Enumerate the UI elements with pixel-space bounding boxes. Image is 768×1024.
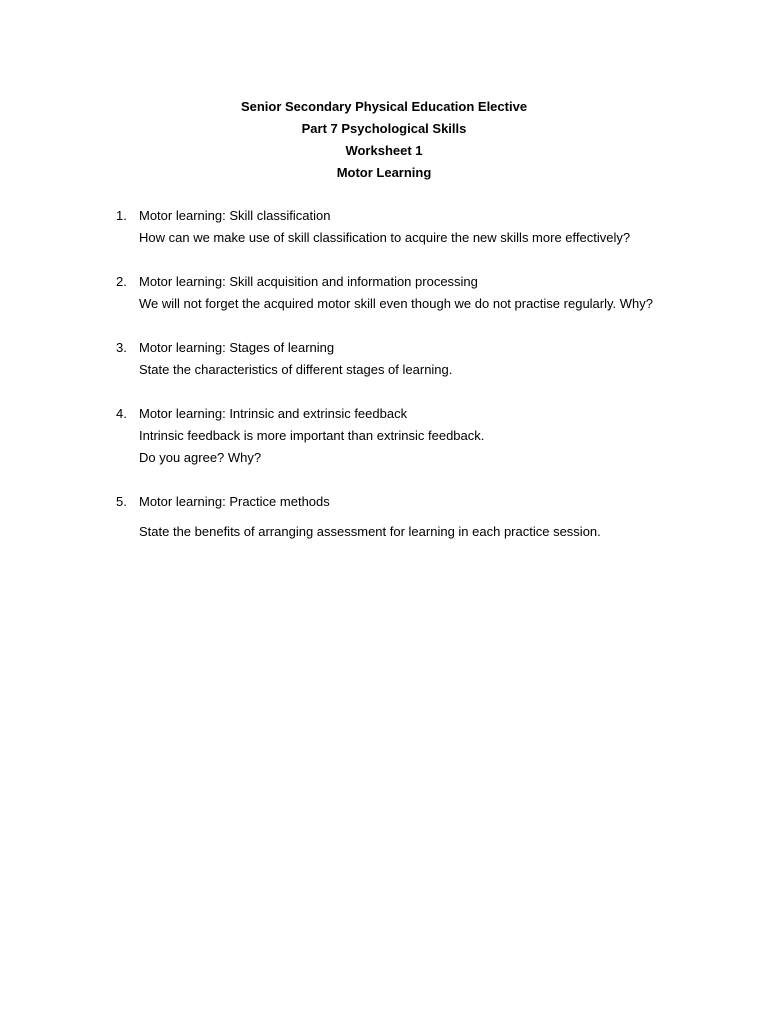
question-text: State the benefits of arranging assessment for learning in each practice session.: [139, 524, 601, 539]
course-title: Senior Secondary Physical Education Elective: [240, 99, 528, 114]
worksheet-number: Worksheet 1: [345, 143, 423, 158]
question-topic: Motor learning: Stages of learning: [139, 340, 335, 355]
question-item-5: [116, 491, 676, 543]
question-topic: Motor learning: Practice methods: [139, 494, 330, 509]
question-item-4: [116, 403, 676, 469]
question-text: We will not forget the acquired motor skill even though we do not practise regularly. Why?: [139, 296, 653, 311]
question-topic: Motor learning: Skill classification: [139, 208, 331, 223]
question-text: State the characteristics of different stages of learning.: [139, 362, 453, 377]
question-number: 1.: [116, 208, 127, 223]
question-number: 3.: [116, 340, 127, 355]
question-item-3: [116, 337, 676, 381]
question-item-1: [116, 205, 676, 249]
question-number: 5.: [116, 494, 127, 509]
question-list: [116, 205, 676, 565]
question-text-followup: Do you agree? Why?: [139, 450, 262, 465]
worksheet-topic: Motor Learning: [336, 165, 432, 180]
question-text: How can we make use of skill classification to acquire the new skills more effectively?: [139, 230, 631, 245]
question-text: Intrinsic feedback is more important than extrinsic feedback.: [139, 428, 485, 443]
question-number: 2.: [116, 274, 127, 289]
question-number: 4.: [116, 406, 127, 421]
worksheet-header: [0, 96, 768, 184]
question-topic: Motor learning: Intrinsic and extrinsic feedback: [139, 406, 408, 421]
question-item-2: [116, 271, 676, 315]
question-topic: Motor learning: Skill acquisition and information processing: [139, 274, 478, 289]
part-title: Part 7 Psychological Skills: [301, 121, 467, 136]
